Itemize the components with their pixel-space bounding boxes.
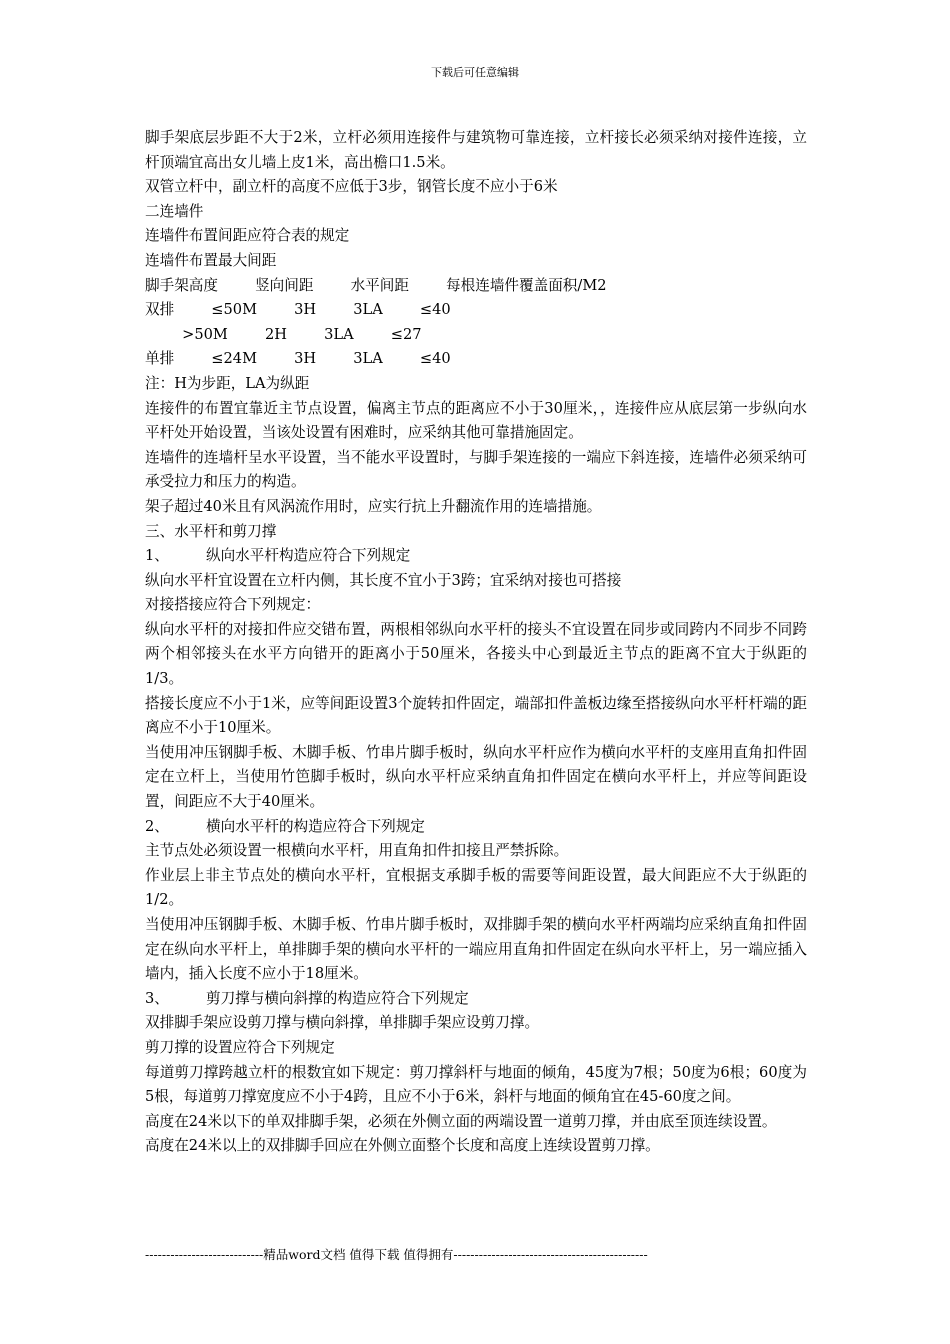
table-row: 单排 ≤24M 3H 3LA ≤40 bbox=[145, 350, 451, 368]
subsection-heading: 1、 纵向水平杆构造应符合下列规定 bbox=[145, 547, 411, 565]
paragraph: 主节点处必须设置一根横向水平杆，用直角扣件扣接且严禁拆除。 bbox=[145, 842, 569, 860]
paragraph: 当使用冲压钢脚手板、木脚手板、竹串片脚手板时，双排脚手架的横向水平杆两端均应采纳直角扣件固定在纵向水平杆上，单排脚手架的横向水平杆的一端应用直角扣件固定在纵向水平杆上，另一端应插入墙内，插入长度不应小于18厘米。 bbox=[145, 916, 807, 983]
paragraph: 架子超过40米且有风涡流作用时，应实行抗上升翻流作用的连墙措施。 bbox=[145, 497, 602, 515]
paragraph: 当使用冲压钢脚手板、木脚手板、竹串片脚手板时，纵向水平杆应作为横向水平杆的支座用直角扣件固定在立杆上，当使用竹笆脚手板时，纵向水平杆应采纳直角扣件固定在横向水平杆上，并应等间距设置，间距应不大于40厘米。 bbox=[145, 743, 807, 811]
paragraph: 双排脚手架应设剪刀撑与横向斜撑，单排脚手架应设剪刀撑。 bbox=[145, 1014, 540, 1032]
paragraph: 搭接长度应不小于1米，应等间距设置3个旋转扣件固定，端部扣件盖板边缘至搭接纵向水平杆杆端的距离应不小于10厘米。 bbox=[145, 694, 807, 737]
paragraph: 高度在24米以上的双排脚手回应在外侧立面整个长度和高度上连续设置剪刀撑。 bbox=[145, 1137, 660, 1155]
paragraph: 脚手架底层步距不大于2米，立杆必须用连接件与建筑物可靠连接，立杆接长必须采纳对接件连接，立杆顶端宜高出女儿墙上皮1米，高出檐口1.5米。 bbox=[145, 129, 807, 171]
section-heading: 三、水平杆和剪刀撑 bbox=[145, 522, 277, 540]
body-text bbox=[145, 126, 807, 1159]
table-caption: 连墙件布置最大间距 bbox=[145, 251, 277, 269]
page-header: 下载后可任意编辑 bbox=[431, 66, 519, 79]
page-footer: ----------------------------精品word文档 值得下载 值得拥有---------------------------------------------- bbox=[145, 1247, 648, 1262]
paragraph: 作业层上非主节点处的横向水平杆，宜根据支承脚手板的需要等间距设置，最大间距应不大于纵距的1/2。 bbox=[145, 866, 807, 909]
paragraph: 剪刀撑的设置应符合下列规定 bbox=[145, 1038, 335, 1056]
paragraph: 每道剪刀撑跨越立杆的根数宜如下规定：剪刀撑斜杆与地面的倾角，45度为7根；50度为6根；60度为5根，每道剪刀撑宽度应不小于4跨，且应不小于6米，斜杆与地面的倾角宜在45-60度之间。 bbox=[145, 1063, 807, 1106]
paragraph: 连墙件布置间距应符合表的规定 bbox=[145, 227, 350, 245]
paragraph: 高度在24米以下的单双排脚手架，必须在外侧立面的两端设置一道剪刀撑，并由底至顶连续设置。 bbox=[145, 1112, 777, 1130]
paragraph: 对接搭接应符合下列规定： bbox=[145, 596, 321, 614]
subsection-heading: 2、 横向水平杆的构造应符合下列规定 bbox=[145, 817, 425, 835]
paragraph: 双管立杆中，副立杆的高度不应低于3步，钢管长度不应小于6米 bbox=[145, 178, 558, 196]
table-row: 双排 ≤50M 3H 3LA ≤40 bbox=[145, 301, 451, 319]
subsection-heading: 3、 剪刀撑与横向斜撑的构造应符合下列规定 bbox=[145, 989, 469, 1007]
table-row: >50M 2H 3LA ≤27 bbox=[145, 325, 422, 343]
paragraph: 纵向水平杆宜设置在立杆内侧，其长度不宜小于3跨；宜采纳对接也可搭接 bbox=[145, 571, 622, 589]
table-note: 注：H为步距，LA为纵距 bbox=[145, 374, 310, 392]
section-heading: 二连墙件 bbox=[145, 202, 204, 220]
paragraph: 连接件的布置宜靠近主节点设置，偏离主节点的距离应不小于30厘米，，连接件应从底层第一步纵向水平杆处开始设置，当该处设置有困难时，应采纳其他可靠措施固定。 bbox=[145, 399, 807, 442]
table-header-row: 脚手架高度 竖向间距 水平间距 每根连墙件覆盖面积/M2 bbox=[145, 276, 607, 294]
paragraph: 连墙件的连墙杆呈水平设置，当不能水平设置时，与脚手架连接的一端应下斜连接，连墙件必须采纳可承受拉力和压力的构造。 bbox=[145, 448, 807, 491]
paragraph: 纵向水平杆的对接扣件应交错布置，两根相邻纵向水平杆的接头不宜设置在同步或同跨内不同步不同跨两个相邻接头在水平方向错开的距离小于50厘米，各接头中心到最近主节点的距离不宜大于纵距的1/3。 bbox=[145, 620, 807, 688]
